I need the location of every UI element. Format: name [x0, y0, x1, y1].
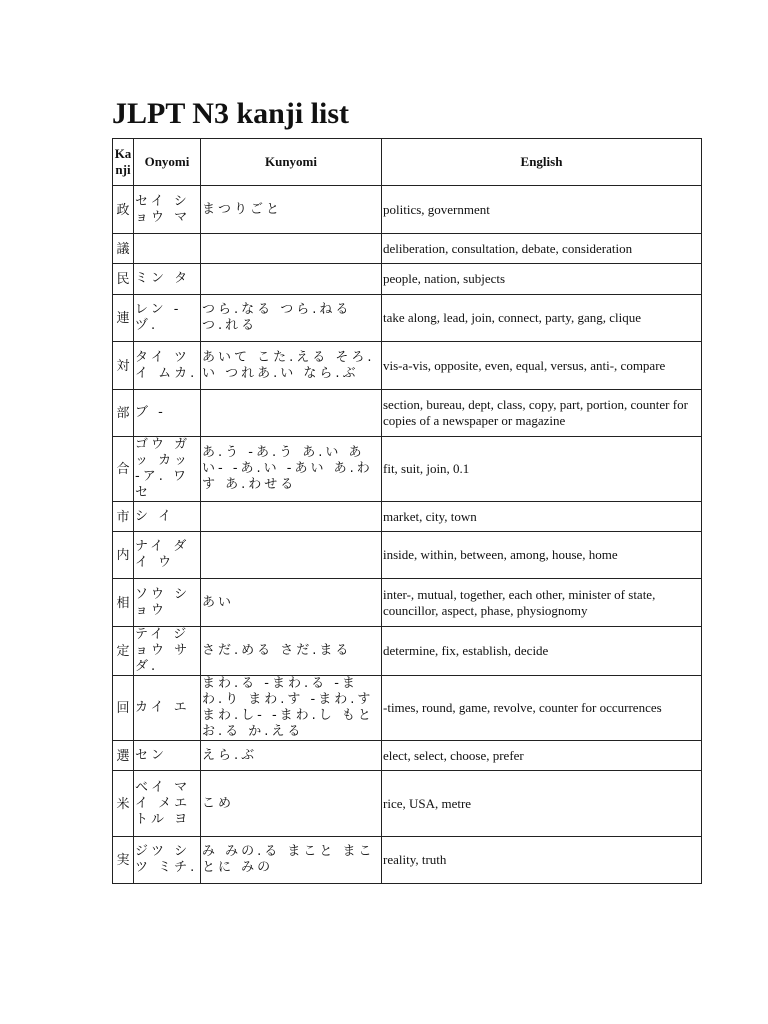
table-row [113, 627, 702, 676]
kanji-cell: 合 [113, 437, 134, 502]
english-cell: section, bureau, dept, class, copy, part, portion, counter for copies of a newspaper or magazine [382, 390, 702, 437]
kanji-cell: 対 [113, 342, 134, 390]
header-english: English [382, 139, 702, 186]
kanji-cell: 定 [113, 627, 134, 676]
kunyomi-cell: あ.う -あ.う あ.い あい- -あ.い -あい あ.わす あ.わせる [201, 437, 382, 502]
onyomi-cell: ブ - [134, 390, 201, 437]
table-row [113, 741, 702, 771]
table-row [113, 186, 702, 234]
table-row [113, 532, 702, 579]
kanji-cell: 選 [113, 741, 134, 771]
onyomi-cell [134, 234, 201, 264]
onyomi-cell: ナイ ダイ ウ [134, 532, 201, 579]
kanji-cell: 米 [113, 771, 134, 837]
onyomi-cell: ミン タ [134, 264, 201, 295]
kanji-cell: 回 [113, 676, 134, 741]
kunyomi-cell: えら.ぶ [201, 741, 382, 771]
english-cell: reality, truth [382, 837, 702, 884]
kanji-cell: 市 [113, 502, 134, 532]
table-row [113, 234, 702, 264]
table-row [113, 390, 702, 437]
onyomi-cell: ベイ マイ メエトル ヨ [134, 771, 201, 837]
onyomi-cell: レン -ヅ. [134, 295, 201, 342]
kunyomi-cell: あいて こた.える そろ.い つれあ.い なら.ぶ [201, 342, 382, 390]
onyomi-cell: タイ ツイ ムカ. [134, 342, 201, 390]
table-header-row [113, 139, 702, 186]
kunyomi-cell: あい [201, 579, 382, 627]
page-title: JLPT N3 kanji list [112, 97, 349, 130]
kunyomi-cell: まわ.る -まわ.る -まわ.り まわ.す -まわ.す まわ.し- -まわ.し もとお.る か.える [201, 676, 382, 741]
table-row [113, 837, 702, 884]
kanji-cell: 議 [113, 234, 134, 264]
english-cell: take along, lead, join, connect, party, gang, clique [382, 295, 702, 342]
english-cell: rice, USA, metre [382, 771, 702, 837]
table-row [113, 264, 702, 295]
onyomi-cell: セン [134, 741, 201, 771]
kanji-cell: 民 [113, 264, 134, 295]
table-row [113, 579, 702, 627]
onyomi-cell: テイ ジョウ サダ. [134, 627, 201, 676]
kunyomi-cell: こめ [201, 771, 382, 837]
kunyomi-cell: まつりごと [201, 186, 382, 234]
english-cell: vis-a-vis, opposite, even, equal, versus, anti-, compare [382, 342, 702, 390]
english-cell: determine, fix, establish, decide [382, 627, 702, 676]
english-cell: market, city, town [382, 502, 702, 532]
kanji-cell: 相 [113, 579, 134, 627]
table-row [113, 437, 702, 502]
onyomi-cell: カイ エ [134, 676, 201, 741]
english-cell: fit, suit, join, 0.1 [382, 437, 702, 502]
kanji-cell: 内 [113, 532, 134, 579]
table-row [113, 295, 702, 342]
table-row [113, 342, 702, 390]
onyomi-cell: シ イ [134, 502, 201, 532]
english-cell: -times, round, game, revolve, counter for occurrences [382, 676, 702, 741]
english-cell: people, nation, subjects [382, 264, 702, 295]
english-cell: inside, within, between, among, house, home [382, 532, 702, 579]
onyomi-cell: ソウ ショウ [134, 579, 201, 627]
table-row [113, 676, 702, 741]
header-kunyomi: Kunyomi [201, 139, 382, 186]
onyomi-cell: セイ ショウ マ [134, 186, 201, 234]
english-cell: politics, government [382, 186, 702, 234]
header-onyomi: Onyomi [134, 139, 201, 186]
kunyomi-cell [201, 532, 382, 579]
onyomi-cell: ゴウ ガッ カッ -ア. ワセ [134, 437, 201, 502]
kunyomi-cell: つら.なる つら.ねる つ.れる [201, 295, 382, 342]
kunyomi-cell [201, 502, 382, 532]
english-cell: deliberation, consultation, debate, consideration [382, 234, 702, 264]
english-cell: inter-, mutual, together, each other, minister of state, councillor, aspect, phase, physiognomy [382, 579, 702, 627]
english-cell: elect, select, choose, prefer [382, 741, 702, 771]
onyomi-cell: ジツ シツ ミチ. [134, 837, 201, 884]
kanji-cell: 部 [113, 390, 134, 437]
header-kanji: Kanji [113, 139, 134, 186]
kanji-cell: 政 [113, 186, 134, 234]
kunyomi-cell: さだ.める さだ.まる [201, 627, 382, 676]
table-row [113, 502, 702, 532]
kunyomi-cell [201, 264, 382, 295]
kanji-cell: 連 [113, 295, 134, 342]
table-row [113, 771, 702, 837]
kunyomi-cell [201, 234, 382, 264]
kanji-cell: 実 [113, 837, 134, 884]
kunyomi-cell: み みの.る まこと まことに みの [201, 837, 382, 884]
kanji-table [112, 138, 702, 884]
kunyomi-cell [201, 390, 382, 437]
